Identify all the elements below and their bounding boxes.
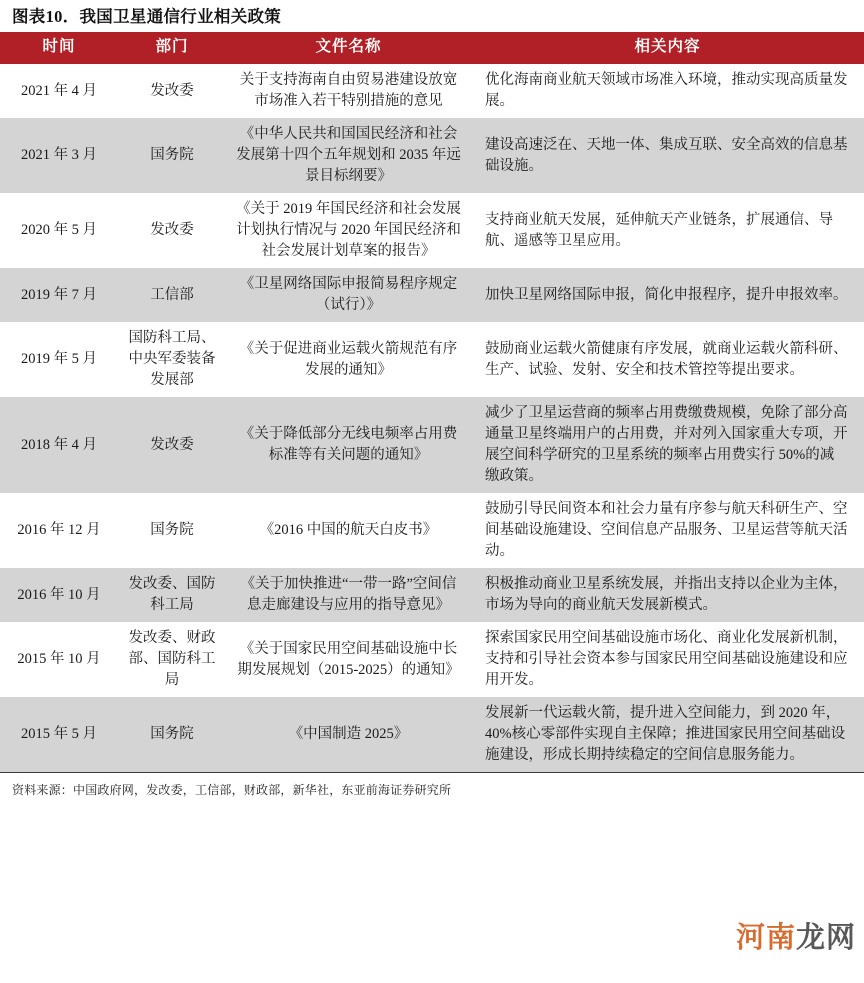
column-header-document: 文件名称 [226,32,471,64]
cell-content [471,697,864,772]
column-header-department: 部门 [118,32,226,64]
table-header-row [0,32,864,64]
cell-time: 2020 年 5 月 [0,193,118,268]
cell-document [226,622,471,697]
cell-content [471,268,864,322]
cell-time: 2019 年 5 月 [0,322,118,397]
cell-department: 国务院 [118,493,226,568]
cell-time: 2016 年 10 月 [0,568,118,622]
cell-content-text: 支持商业航天发展，延伸航天产业链条，扩展通信、导航、遥感等卫星应用。 [485,211,833,249]
cell-content-text: 优化海南商业航天领域市场准入环境，推动实现高质量发展。 [485,72,848,110]
cell-content-text: 建设高速泛在、天地一体、集成互联、安全高效的信息基础设施。 [485,136,848,174]
source-note: 资料来源：中国政府网，发改委，工信部，财政部，新华社，东亚前海证券研究所 [0,772,864,802]
cell-time: 2016 年 12 月 [0,493,118,568]
cell-document [226,568,471,622]
cell-department: 国务院 [118,697,226,772]
cell-content [471,568,864,622]
cell-document-text: 关于支持海南自由贸易港建设放宽市场准入若干特别措施的意见 [239,72,458,110]
cell-content [471,193,864,268]
cell-content [471,322,864,397]
table-body [0,64,864,772]
table-row [0,697,864,772]
cell-content-text: 减少了卫星运营商的频率占用费缴费规模，免除了部分高通量卫星终端用户的占用费，并对列入国家重大专项，开展空间科学研究的卫星系统的频率占用费实行 50%的减缴政策。 [485,405,848,485]
cell-document [226,64,471,118]
cell-document-text: 《中国制造 2025》 [288,726,409,743]
cell-time: 2015 年 10 月 [0,622,118,697]
cell-content [471,493,864,568]
cell-document [226,193,471,268]
table-header [0,32,864,64]
column-header-time: 时间 [0,32,118,64]
cell-content-text: 鼓励商业运载火箭健康有序发展，就商业运载火箭科研、生产、试验、发射、安全和技术管控等提出要求。 [485,340,848,378]
table-row [0,397,864,493]
cell-content-text: 鼓励引导民间资本和社会力量有序参与航天科研生产、空间基础设施建设、空间信息产品服务、卫星运营等航天活动。 [485,501,848,560]
cell-document [226,268,471,322]
cell-time: 2015 年 5 月 [0,697,118,772]
table-row [0,118,864,193]
cell-department: 发改委 [118,64,226,118]
table-row [0,64,864,118]
table-row [0,322,864,397]
cell-document-text: 《关于降低部分无线电频率占用费标准等有关问题的通知》 [239,426,458,464]
cell-department: 国防科工局、中央军委装备发展部 [118,322,226,397]
cell-document-text: 《卫星网络国际申报简易程序规定（试行）》 [239,276,458,314]
table-row [0,493,864,568]
cell-department: 发改委 [118,193,226,268]
cell-document-text: 《关于 2019 年国民经济和社会发展计划执行情况与 2020 年国民经济和社会发展计划草案的报告》 [236,201,461,260]
cell-time: 2018 年 4 月 [0,397,118,493]
cell-department: 发改委 [118,397,226,493]
cell-content-text: 探索国家民用空间基础设施市场化、商业化发展新机制，支持和引导社会资本参与国家民用空间基础设施建设和应用开发。 [485,630,848,689]
cell-content-text: 发展新一代运载火箭，提升进入空间能力，到 2020 年，40%核心零部件实现自主保障；推进国家民用空间基础设施建设，形成长期持续稳定的空间信息服务能力。 [485,705,846,764]
cell-document-text: 《2016 中国的航天白皮书》 [259,522,438,539]
cell-document-text: 《关于促进商业运载火箭规范有序发展的通知》 [239,340,458,378]
cell-content [471,64,864,118]
cell-document [226,397,471,493]
cell-time: 2019 年 7 月 [0,268,118,322]
cell-department: 国务院 [118,118,226,193]
table-row [0,568,864,622]
watermark-part-1: 河南 [735,922,796,954]
policy-table [0,32,864,772]
table-row [0,193,864,268]
cell-department: 发改委、国防科工局 [118,568,226,622]
cell-document [226,493,471,568]
cell-department: 工信部 [118,268,226,322]
cell-document-text: 《关于国家民用空间基础设施中长期发展规划（2015-2025）的通知》 [237,640,460,678]
watermark-part-2: 龙网 [795,922,856,954]
cell-content [471,397,864,493]
cell-document-text: 《中华人民共和国国民经济和社会发展第十四个五年规划和 2035 年远景目标纲要》 [236,126,461,185]
cell-content [471,118,864,193]
cell-content-text: 积极推动商业卫星系统发展，并指出支持以企业为主体，市场为导向的商业航天发展新模式。 [485,576,848,614]
table-row [0,622,864,697]
cell-content-text: 加快卫星网络国际申报，简化申报程序，提升申报效率。 [485,286,848,303]
cell-department: 发改委、财政部、国防科工局 [118,622,226,697]
cell-content [471,622,864,697]
cell-document [226,322,471,397]
watermark [736,915,856,956]
figure-caption: 图表10．我国卫星通信行业相关政策 [12,7,282,26]
column-header-content: 相关内容 [471,32,864,64]
cell-document [226,118,471,193]
cell-document-text: 《关于加快推进“一带一路”空间信息走廊建设与应用的指导意见》 [240,576,457,614]
cell-time: 2021 年 4 月 [0,64,118,118]
table-row [0,268,864,322]
cell-time: 2021 年 3 月 [0,118,118,193]
cell-document [226,697,471,772]
